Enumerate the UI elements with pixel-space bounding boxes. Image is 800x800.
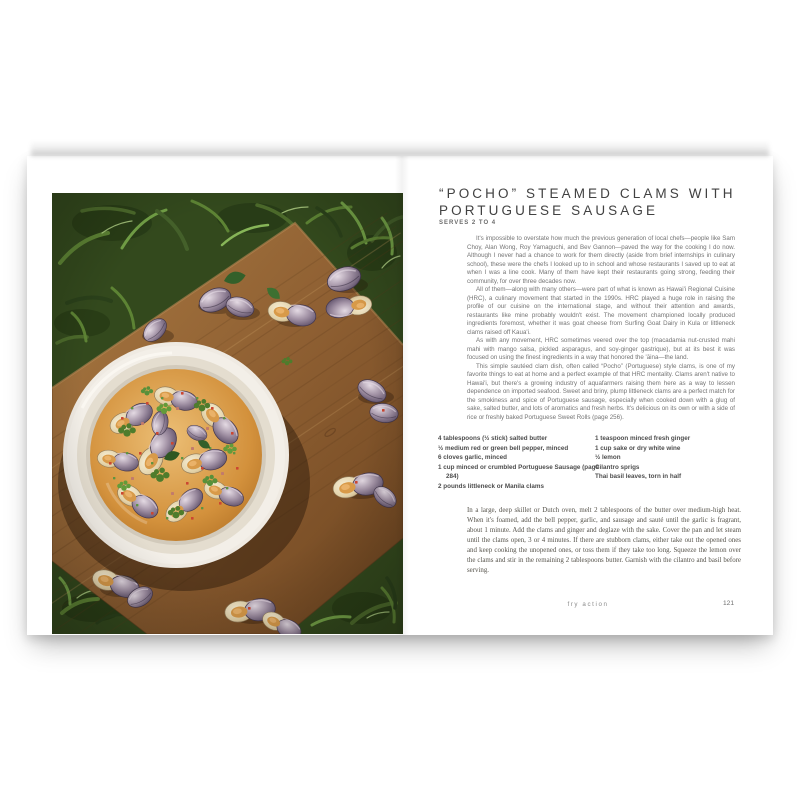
ingredient-item: 2 pounds littleneck or Manila clams	[438, 482, 545, 490]
ingredient-item: 6 cloves garlic, minced	[438, 454, 507, 462]
photo-vignette	[52, 193, 403, 634]
serves-label: SERVES 2 TO 4	[439, 220, 497, 226]
clam-dish-photo	[52, 193, 403, 634]
intro-paragraph: It's impossible to overstate how much the previous generation of local chefs—people like Sam Choy, Alan Wong, Roy Yamaguchi, and Bev Gannon—paved the way for the cooking I do now. Although I never had a chance to work for them directly (aside from brief internships in culinary school), these were the chefs I looked up to in school and whose restaurants I saved up to eat at when I was a line cook. Many of them have kept their restaurants going strong, feeding their community, for over three decades now.	[467, 235, 735, 285]
recipe-title-line-1: “POCHO” STEAMED CLAMS WITH	[439, 186, 736, 201]
ingredient-item: Cilantro sprigs	[595, 463, 640, 471]
book-spread	[27, 156, 773, 635]
ingredient-item: ½ medium red or green bell pepper, minced	[438, 444, 569, 452]
intro-paragraph: This simple sautéed clam dish, often called “Pocho” (Portuguese) style clams, is one of my favorite things to eat at home and a perfect example of that HRC mentality. Clams aren't native to Hawai'i, but there's a growing industry of aquafarmers raising them here as a way to lessen dependence on imported seafood. Sweet and briny, plump littleneck clams are a perfect match for the smokiness and spice of Portuguese sausage, especially when cooked down with a glug of sake, salted butter, and lots of aromatics and fresh herbs. It's delicious on its own or with a side of rice or freshly baked Portuguese Sweet Rolls (page 256).	[467, 362, 735, 421]
ingredient-item: 1 teaspoon minced fresh ginger	[595, 435, 691, 442]
method-paragraph: In a large, deep skillet or Dutch oven, melt 2 tablespoons of the butter over medium-high heat. When it's foamed, add the bell pepper, garlic, and sausage and sauté until the garlic is fragrant, about 1 minute. Add the clams and ginger and deglaze with the sake. Cover the pan and let steam until the clams open, 3 or 4 minutes. If there are stubborn clams, either take out the opened ones and keep cooking the unopened ones, or toss them if they take too long. Squeeze the lemon over the clams and stir in the remaining 2 tablespoons butter. Garnish with the cilantro and basil before serving.	[467, 507, 741, 574]
ingredient-item: 1 cup minced or crumbled Portuguese Sausage (page 284)	[438, 463, 599, 481]
intro-paragraph: As with any movement, HRC sometimes veered over the top (macadamia nut-crusted mahi mahi with mango salsa, pickled asparagus, and soy-ginger gastrique), but at its best it was focused on using the finest ingredients in a way that honored the 'āina—the land.	[467, 337, 735, 361]
recipe-title	[439, 186, 759, 219]
ingredient-item: 4 tablespoons (½ stick) salted butter	[438, 435, 548, 442]
intro-paragraph: All of them—along with many others—were part of what is known as Hawai'i Regional Cuisine (HRC), a culinary movement that started in the 1990s. HRC played a huge role in raising the profile of our cuisine on the international stage, and without their attention and awards, restaurants like mine probably wouldn't exist. The movement championed locally produced ingredients foremost, whether it was goat cheese from Surfing Goat Dairy in Kula or littleneck clams raised off Kaua'i.	[467, 286, 735, 336]
ingredient-item: 1 cup sake or dry white wine	[595, 444, 681, 452]
ingredient-item: ½ lemon	[595, 454, 621, 462]
page-number: 121	[722, 600, 734, 607]
ingredient-item: Thai basil leaves, torn in half	[595, 473, 682, 481]
ingredient-column-right	[595, 434, 755, 482]
recipe-intro	[467, 235, 735, 422]
left-page	[27, 156, 403, 635]
right-page	[403, 156, 773, 635]
running-footer-chapter: fry action	[567, 601, 609, 608]
recipe-title-line-2: PORTUGUESE SAUSAGE	[439, 202, 659, 218]
ingredient-column-left	[438, 434, 601, 492]
